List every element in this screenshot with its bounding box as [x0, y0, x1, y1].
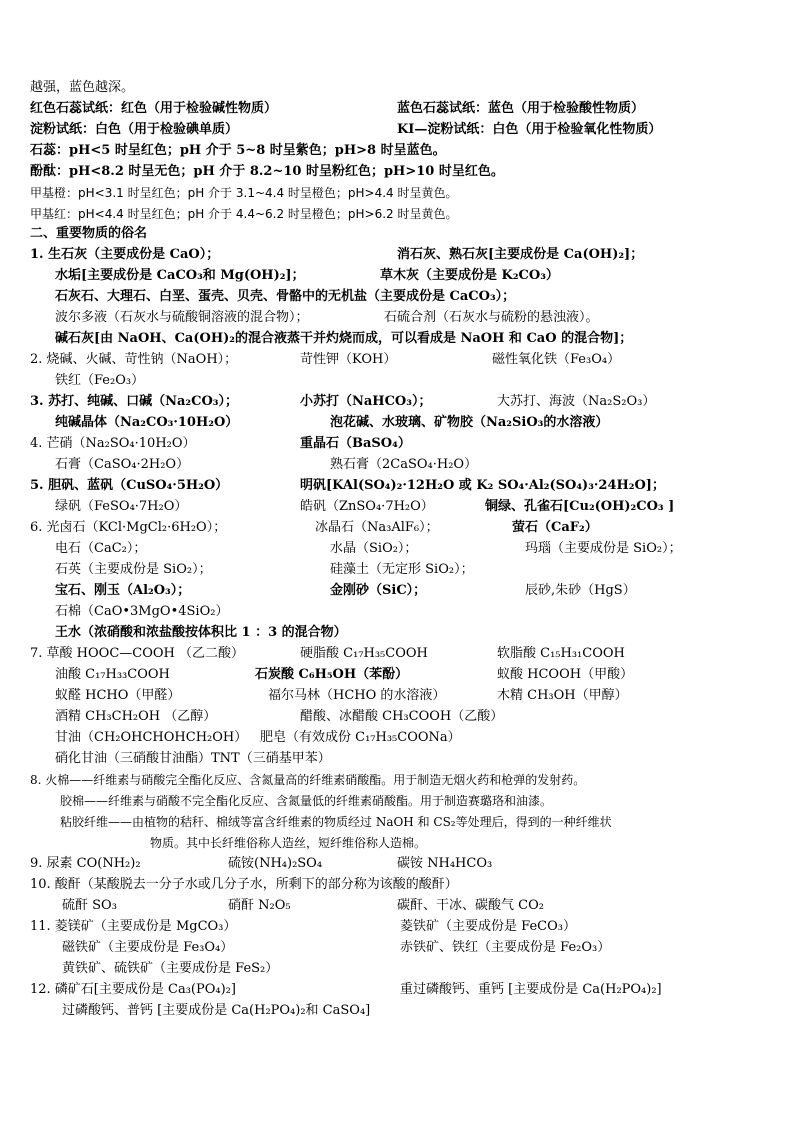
text-line: 红色石蕊试纸：红色（用于检验碱性物质） — [30, 101, 278, 116]
text-line: 淀粉试纸：白色（用于检验碘单质） — [30, 122, 239, 137]
text-line: 油酸 C₁₇H₃₃COOH — [55, 667, 170, 682]
text-line: 甲基橙：pH<3.1 时呈红色；pH 介于 3.1~4.4 时呈橙色；pH>4.4 时呈黄色。 — [30, 186, 458, 200]
text-line: 水垢[主要成份是 CaCO₃和 Mg(OH)₂]； — [55, 268, 305, 283]
text-line: 木精 CH₃OH（甲醇） — [497, 688, 628, 703]
text-line: 菱铁矿（主要成份是 FeCO₃） — [400, 919, 576, 934]
text-line: 硫铵(NH₄)₂SO₄ — [228, 856, 323, 871]
text-line: 碳铵 NH₄HCO₃ — [397, 856, 493, 871]
text-line: 蓝色石蕊试纸：蓝色（用于检验酸性物质） — [397, 101, 645, 116]
text-line: 硅藻土（无定形 SiO₂）； — [330, 562, 474, 577]
text-line: KI—淀粉试纸：白色（用于检验氧化性物质） — [397, 122, 662, 137]
text-line: 8. 火棉——纤维素与硝酸完全酯化反应、含氮量高的纤维素硝酸酯。用于制造无烟火药和枪弹的发射药。 — [30, 773, 586, 787]
text-line: 重晶石（BaSO₄） — [300, 436, 411, 451]
text-line: 绿矾（FeSO₄·7H₂O） — [55, 499, 188, 514]
text-line: 辰砂,朱砂（HgS） — [525, 583, 636, 598]
text-line: 硫酐 SO₃ — [62, 898, 117, 913]
text-line: 6. 光卤石（KCl·MgCl₂·6H₂O）； — [30, 520, 227, 535]
text-line: 石膏（CaSO₄·2H₂O） — [55, 457, 190, 472]
text-line: 甘油（CH₂OHCHOHCH₂OH） — [55, 730, 248, 745]
text-line: 硝酐 N₂O₅ — [228, 898, 291, 913]
text-line: 石英（主要成份是 SiO₂）； — [55, 562, 212, 577]
text-line: 石灰石、大理石、白垩、蛋壳、贝壳、骨骼中的无机盐（主要成份是 CaCO₃）； — [55, 289, 516, 304]
text-line: 萤石（CaF₂） — [512, 520, 598, 535]
text-line: 铜绿、孔雀石[Cu₂(OH)₂CO₃ ] — [485, 499, 675, 514]
text-line: 皓矾（ZnSO₄·7H₂O） — [300, 499, 434, 514]
text-line: 碳酐、干冰、碳酸气 CO₂ — [397, 898, 544, 913]
text-line: 熟石膏（2CaSO₄·H₂O） — [330, 457, 478, 472]
text-line: 草木灰（主要成份是 K₂CO₃） — [380, 268, 559, 283]
text-line: 9. 尿素 CO(NH₂)₂ — [30, 856, 141, 871]
text-line: 7. 草酸 HOOC—COOH （乙二酸） — [30, 646, 244, 661]
text-line: 水晶（SiO₂）； — [330, 541, 418, 556]
text-line: 软脂酸 C₁₅H₃₁COOH — [497, 646, 625, 661]
text-line: 磁性氧化铁（Fe₃O₄） — [492, 352, 621, 367]
text-line: 4. 芒硝（Na₂SO₄·10H₂O） — [30, 436, 196, 451]
text-line: 福尔马林（HCHO 的水溶液） — [268, 688, 446, 703]
text-line: 玛瑙（主要成份是 SiO₂）； — [525, 541, 682, 556]
text-line: 金刚砂（SiC）； — [330, 583, 427, 598]
text-line: 过磷酸钙、普钙 [主要成份是 Ca(H₂PO₄)₂和 CaSO₄] — [62, 1003, 371, 1018]
text-line: 甲基红：pH<4.4 时呈红色；pH 介于 4.4~6.2 时呈橙色；pH>6.2 时呈黄色。 — [30, 207, 458, 221]
text-line: 酚酞：pH<8.2 时呈无色；pH 介于 8.2~10 时呈粉红色；pH>10 时呈红色。 — [30, 164, 504, 179]
text-line: 泡花碱、水玻璃、矿物胶（Na₂SiO₃的水溶液） — [330, 415, 609, 430]
text-line: 2. 烧碱、火碱、苛性钠（NaOH）； — [30, 352, 238, 367]
text-line: 3. 苏打、纯碱、口碱（Na₂CO₃）； — [30, 394, 238, 409]
section-heading: 二、重要物质的俗名 — [30, 226, 148, 241]
text-line: 10. 酸酐（某酸脱去一分子水或几分子水，所剩下的部分称为该酸的酸酐） — [30, 877, 458, 892]
text-line: 肥皂（有效成份 C₁₇H₃₅COONa） — [260, 730, 461, 745]
text-line: 小苏打（NaHCO₃）； — [300, 394, 432, 409]
text-line: 纯碱晶体（Na₂CO₃·10H₂O） — [55, 415, 239, 430]
text-line: 赤铁矿、铁红（主要成份是 Fe₂O₃） — [400, 940, 611, 955]
text-line: 胶棉——纤维素与硝酸不完全酯化反应、含氮量低的纤维素硝酸酯。用于制造赛璐珞和油漆。 — [60, 794, 553, 808]
text-line: 波尔多液（石灰水与硫酸铜溶液的混合物）； — [55, 310, 309, 325]
text-line: 粘胶纤维——由植物的秸秆、棉绒等富含纤维素的物质经过 NaOH 和 CS₂等处理后，得到的一种纤维状 — [60, 815, 612, 829]
text-line: 5. 胆矾、蓝矾（CuSO₄·5H₂O） — [30, 478, 229, 493]
text-line: 重过磷酸钙、重钙 [主要成份是 Ca(H₂PO₄)₂] — [400, 982, 662, 997]
text-line: 宝石、刚玉（Al₂O₃）； — [55, 583, 191, 598]
text-line: 石硫合剂（石灰水与硫粉的悬浊液）。 — [384, 310, 599, 325]
text-line: 物质。其中长纤维俗称人造丝，短纤维俗称人造棉。 — [150, 836, 427, 850]
text-line: 1. 生石灰（主要成份是 CaO）； — [30, 247, 220, 262]
text-line: 黄铁矿、硫铁矿（主要成份是 FeS₂） — [62, 961, 279, 976]
text-line: 铁红（Fe₂O₃） — [55, 373, 145, 388]
text-line: 碱石灰[由 NaOH、Ca(OH)₂的混合液蒸干并灼烧而成，可以看成是 NaOH 和 CaO 的混合物]； — [55, 331, 633, 346]
text-line: 蚁酸 HCOOH（甲酸） — [497, 667, 634, 682]
text-line: 电石（CaC₂）； — [55, 541, 147, 556]
text-line: 王水（浓硝酸和浓盐酸按体积比 1 ：3 的混合物） — [55, 625, 347, 640]
text-line: 硬脂酸 C₁₇H₃₅COOH — [300, 646, 428, 661]
text-line: 冰晶石（Na₃AlF₆）； — [315, 520, 439, 535]
text-line: 明矾[KAl(SO₄)₂·12H₂O 或 K₂ SO₄·Al₂(SO₄)₃·24H₂O]； — [300, 478, 665, 493]
text-line: 石炭酸 C₆H₅OH（苯酚） — [255, 667, 409, 682]
text-line: 硝化甘油（三硝酸甘油酯）TNT（三硝基甲苯） — [55, 751, 331, 766]
text-line: 越强，蓝色越深。 — [30, 80, 135, 95]
text-line: 醋酸、冰醋酸 CH₃COOH（乙酸） — [300, 709, 504, 724]
text-line: 消石灰、熟石灰[主要成份是 Ca(OH)₂]； — [397, 247, 644, 262]
text-line: 磁铁矿（主要成份是 Fe₃O₄） — [62, 940, 234, 955]
text-line: 酒精 CH₃CH₂OH （乙醇） — [55, 709, 217, 724]
text-line: 石棉（CaO•3MgO•4SiO₂） — [55, 604, 229, 619]
text-line: 苛性钾（KOH） — [300, 352, 397, 367]
text-line: 大苏打、海波（Na₂S₂O₃） — [497, 394, 656, 409]
text-line: 蚁醛 HCHO（甲醛） — [55, 688, 181, 703]
text-line: 12. 磷矿石[主要成份是 Ca₃(PO₄)₂] — [30, 982, 236, 997]
text-line: 11. 菱镁矿（主要成份是 MgCO₃） — [30, 919, 237, 934]
text-line: 石蕊：pH<5 时呈红色；pH 介于 5~8 时呈紫色；pH>8 时呈蓝色。 — [30, 143, 446, 158]
